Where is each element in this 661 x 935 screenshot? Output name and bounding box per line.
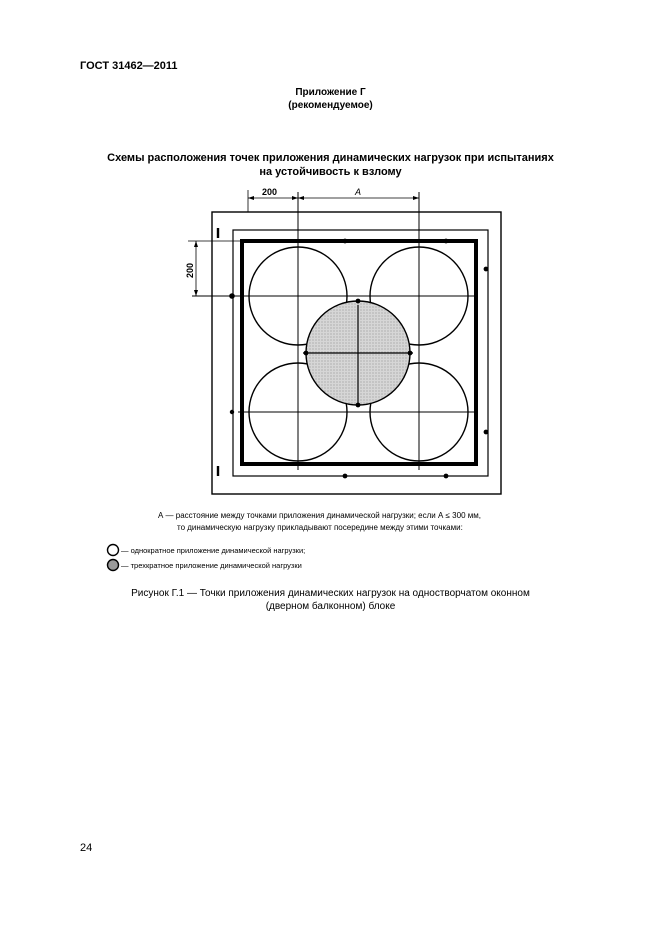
point-center-right [408, 351, 413, 356]
dimension-A: А [355, 187, 362, 197]
point-center-top [356, 299, 361, 304]
legend-triple: — трехкратное приложение динамической нагрузки [121, 561, 302, 570]
point-center-left [304, 351, 309, 356]
point-bottom-right [444, 474, 449, 479]
dimension-200-top: 200 [262, 187, 278, 197]
page-number: 24 [80, 842, 93, 854]
appendix-status: (рекомендуемое) [288, 100, 373, 111]
point-left-lower [230, 410, 234, 414]
point-top-center [343, 239, 348, 244]
triple-load-icon [106, 558, 120, 572]
figure-caption-line1: Рисунок Г.1 — Точки приложения динамических нагрузок на одностворчатом оконном [131, 588, 530, 599]
note-line1: А — расстояние между точками приложения динамической нагрузки; если А ≤ 300 мм, [158, 511, 481, 520]
section-title-line2: на устойчивость к взлому [259, 166, 402, 178]
dimension-200-left: 200 [185, 262, 195, 278]
point-left-middle [229, 293, 235, 299]
point-center-bottom [356, 403, 361, 408]
point-bottom-center [343, 474, 348, 479]
single-load-icon [106, 543, 120, 557]
legend-single: — однократное приложение динамической нагрузки; [121, 546, 306, 555]
point-top-right [444, 239, 449, 244]
point-right-upper [484, 267, 489, 272]
section-title-line1: Схемы расположения точек приложения динамических нагрузок при испытаниях [107, 152, 554, 164]
document-code: ГОСТ 31462—2011 [80, 60, 178, 72]
point-right-lower [484, 430, 489, 435]
figure-caption-line2: (дверном балконном) блоке [265, 601, 396, 612]
note-line2: то динамическую нагрузку прикладывают посередине между этими точками: [177, 523, 463, 532]
appendix-label: Приложение Г [295, 87, 366, 98]
